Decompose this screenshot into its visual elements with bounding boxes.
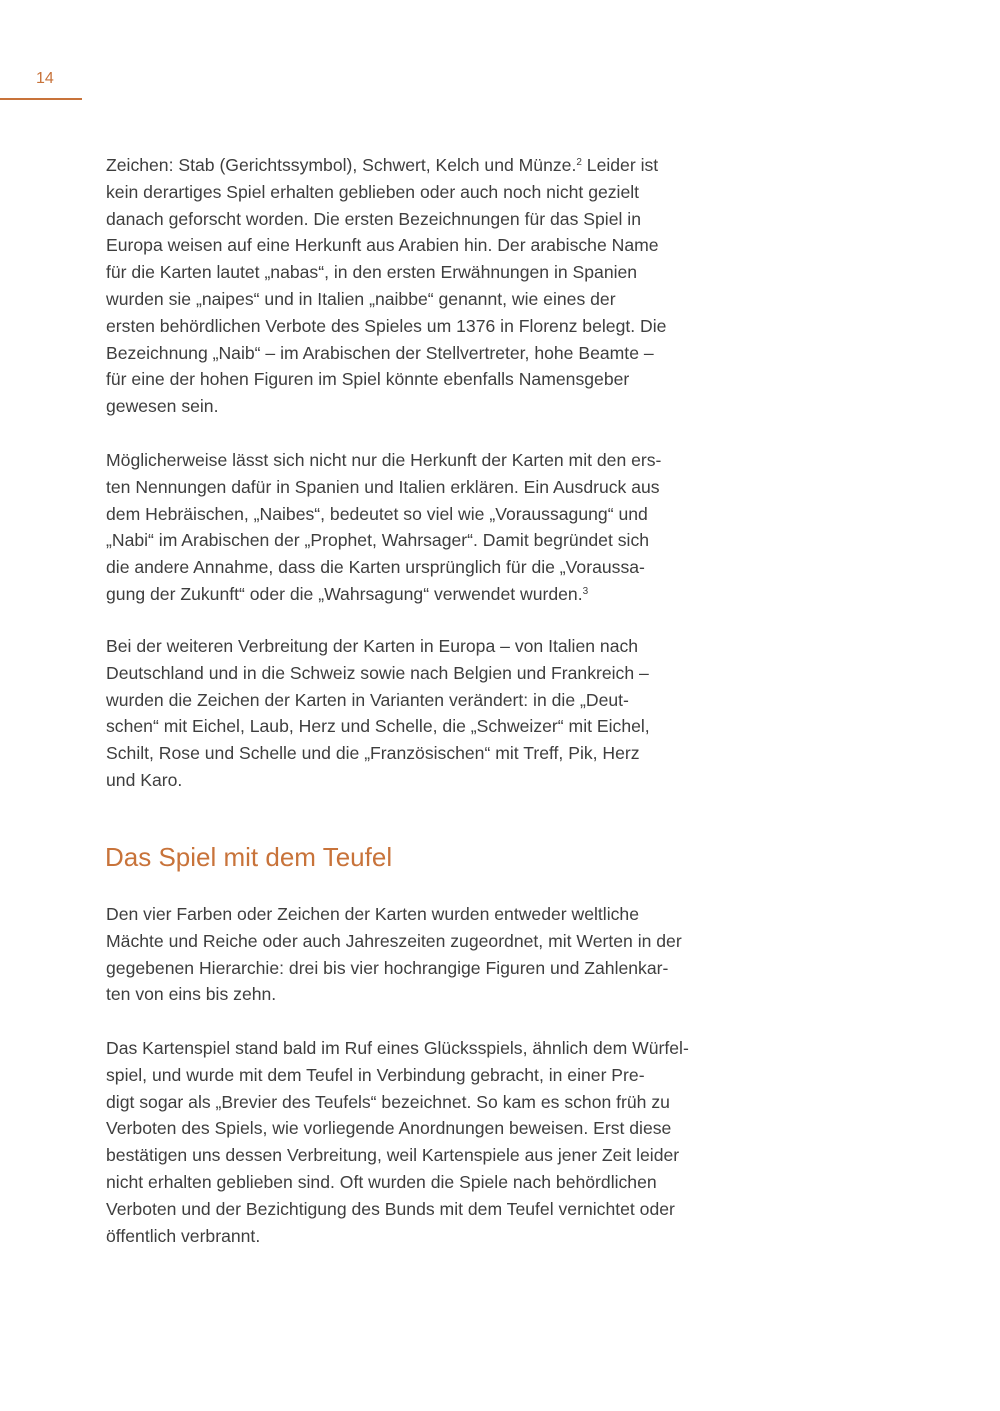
header-rule: [0, 98, 82, 100]
text-line: Bezeichnung „Naib“ – im Arabischen der Stellvertreter, hohe Beamte –: [106, 342, 654, 363]
paragraph-2: [106, 447, 766, 608]
text-line: Möglicherweise lässt sich nicht nur die Herkunft der Karten mit den ers-: [106, 450, 662, 470]
text-line: Zeichen: Stab (Gerichtssymbol), Schwert, Kelch und Münze.$^2$ Leider ist: [106, 155, 659, 175]
text-line: bestätigen uns dessen Verbreitung, weil Kartenspiele aus jener Zeit leider: [106, 1145, 680, 1166]
footnote-marker: 3: [582, 585, 589, 597]
section-heading: Das Spiel mit dem Teufel: [105, 842, 393, 872]
text-line: spiel, und wurde mit dem Teufel in Verbindung gebracht, in einer Pre-: [106, 1064, 645, 1085]
text-line: schen“ mit Eichel, Laub, Herz und Schelle, die „Schweizer“ mit Eichel,: [106, 716, 650, 737]
text-line: Europa weisen auf eine Herkunft aus Arabien hin. Der arabische Name: [106, 235, 659, 256]
text-line: die andere Annahme, dass die Karten ursprünglich für die „Voraussa-: [106, 557, 645, 578]
text-line: Verboten des Spiels, wie vorliegende Anordnungen beweisen. Erst diese: [106, 1118, 672, 1139]
text-line: wurden die Zeichen der Karten in Varianten verändert: in die „Deut-: [106, 689, 629, 710]
page-number: 14: [36, 70, 54, 87]
text-line: ersten behördlichen Verbote des Spieles um 1376 in Florenz belegt. Die: [106, 315, 667, 336]
text-line: Schilt, Rose und Schelle und die „Französischen“ mit Treff, Pik, Herz: [106, 743, 640, 764]
text-line: Deutschland und in die Schweiz sowie nach Belgien und Frankreich –: [106, 662, 649, 683]
text-line: gewesen sein.: [106, 396, 219, 417]
text-line: für eine der hohen Figuren im Spiel könnte ebenfalls Namensgeber: [106, 369, 630, 390]
footnote-marker: 2: [576, 157, 582, 168]
text-line: ten Nennungen dafür in Spanien und Italien erklären. Ein Ausdruck aus: [106, 476, 660, 497]
text-line: öffentlich verbrannt.: [106, 1225, 261, 1246]
text-line: Den vier Farben oder Zeichen der Karten wurden entweder weltliche: [106, 904, 639, 924]
text-line: gegebenen Hierarchie: drei bis vier hochrangige Figuren und Zahlenkar-: [106, 957, 669, 978]
text-line: „Nabi“ im Arabischen der „Prophet, Wahrsager“. Damit begründet sich: [106, 530, 650, 551]
text-line: kein derartiges Spiel erhalten geblieben oder auch noch nicht gezielt: [106, 181, 640, 202]
text-line: für die Karten lautet „nabas“, in den ersten Erwähnungen in Spanien: [106, 262, 638, 283]
text-line: Verboten und der Bezichtigung des Bunds mit dem Teufel vernichtet oder: [106, 1198, 675, 1219]
text-line: Mächte und Reiche oder auch Jahreszeiten zugeordnet, mit Werten in der: [106, 930, 682, 951]
text-line: gung der Zukunft“ oder die „Wahrsagung“ verwendet wurden.$^3$: [106, 583, 589, 604]
paragraph-4: [106, 901, 766, 1008]
text-line: dem Hebräischen, „Naibes“, bedeutet so viel wie „Voraussagung“ und: [106, 503, 648, 524]
text-line: Bei der weiteren Verbreitung der Karten in Europa – von Italien nach: [106, 636, 639, 656]
text-line: wurden sie „naipes“ und in Italien „naibbe“ genannt, wie eines der: [106, 288, 616, 309]
text-line: digt sogar als „Brevier des Teufels“ bezeichnet. So kam es schon früh zu: [106, 1091, 670, 1112]
text-line: nicht erhalten geblieben sind. Oft wurden die Spiele nach behördlichen: [106, 1171, 657, 1192]
text-line: ten von eins bis zehn.: [106, 984, 277, 1005]
paragraph-3: [106, 633, 766, 794]
text-line: und Karo.: [106, 769, 183, 790]
paragraph-1: [106, 152, 766, 420]
text-line: Das Kartenspiel stand bald im Ruf eines Glücksspiels, ähnlich dem Würfel-: [106, 1038, 689, 1058]
text-line: danach geforscht worden. Die ersten Bezeichnungen für das Spiel in: [106, 208, 641, 229]
paragraph-5: [106, 1035, 766, 1249]
